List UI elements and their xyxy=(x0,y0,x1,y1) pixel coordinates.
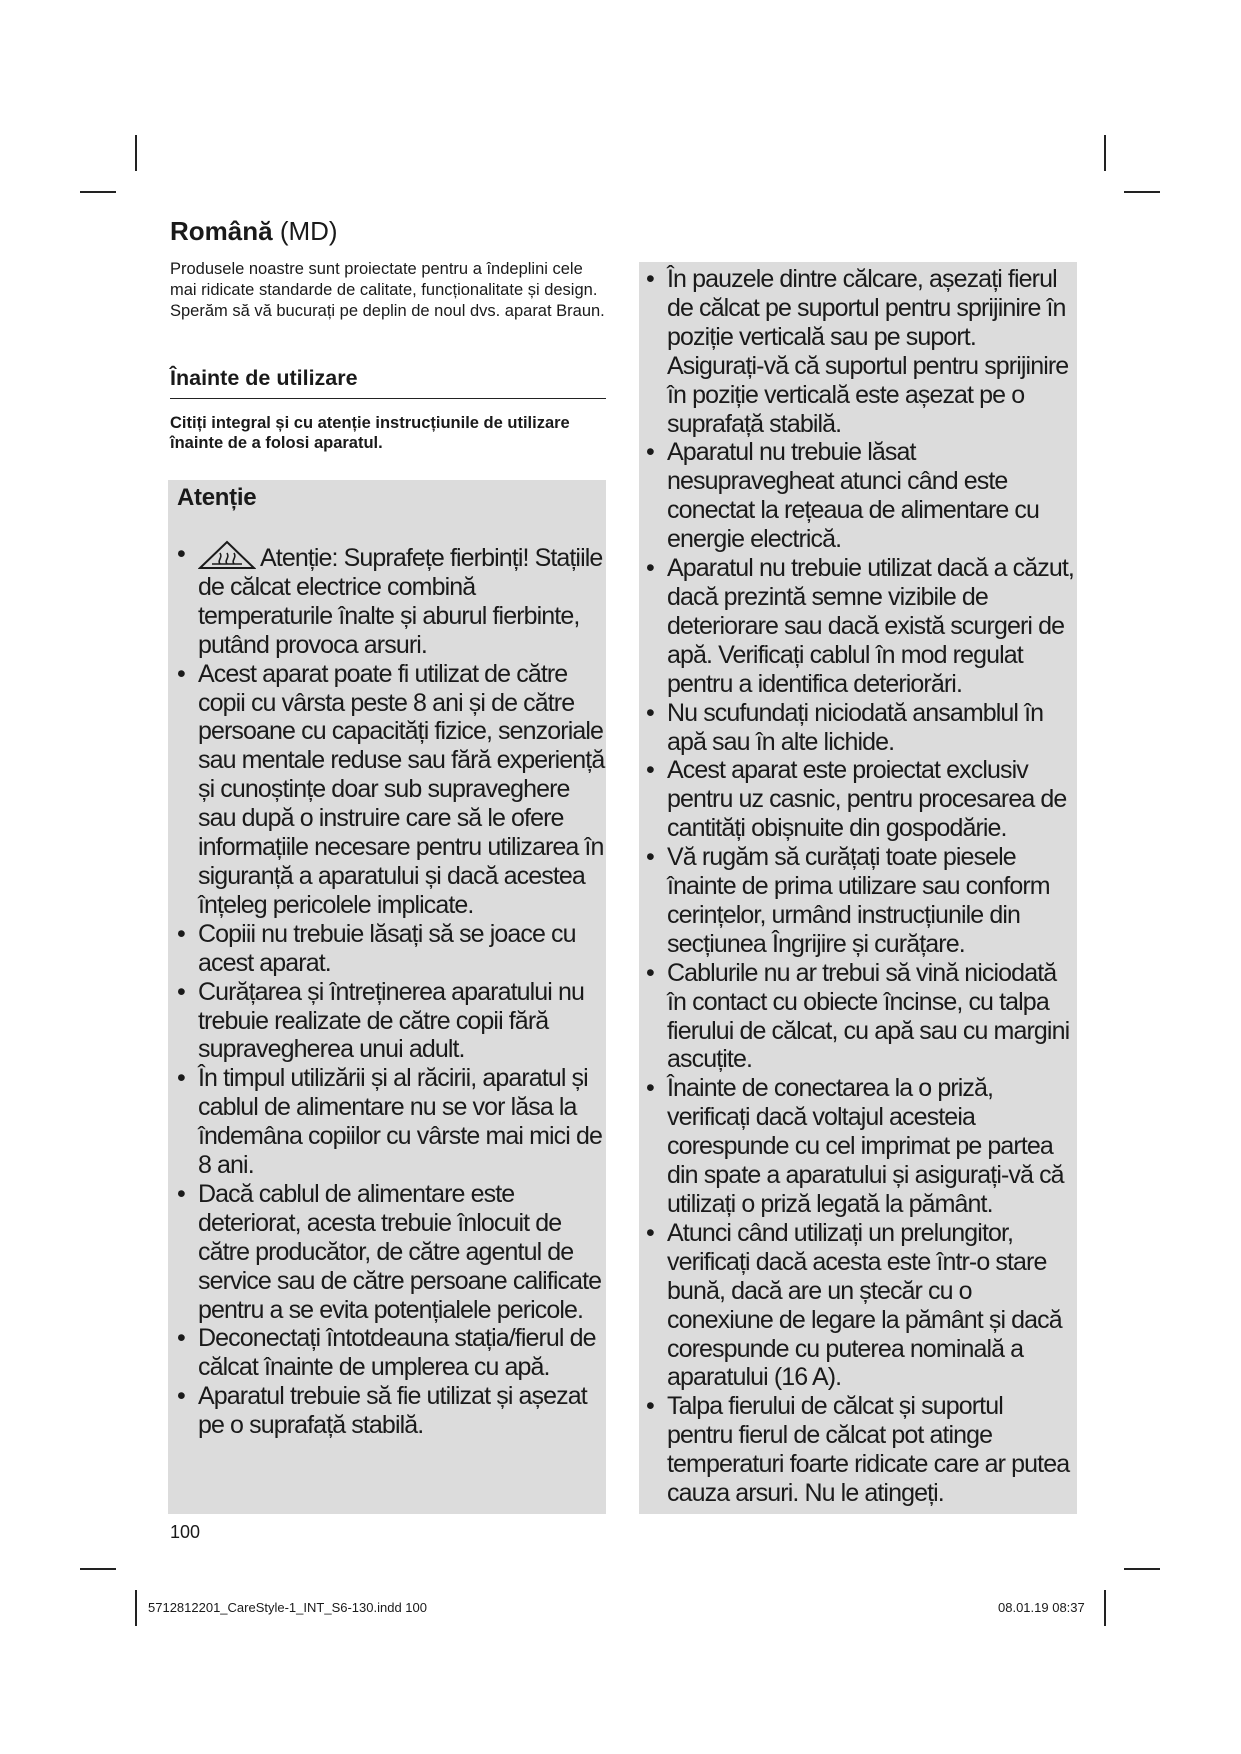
crop-mark xyxy=(80,191,116,193)
crop-mark xyxy=(135,1590,137,1626)
list-item: • În timpul utilizării și al răcirii, aparatul și cablul de alimentare nu se vor lăsa la îndemâna copiilor cu vârste mai mici de 8 ani. xyxy=(177,1064,605,1180)
section-heading: Înainte de utilizare xyxy=(170,366,606,399)
crop-mark xyxy=(1124,191,1160,193)
list-item: • Cablurile nu ar trebui să vină niciodată în contact cu obiecte încinse, cu talpa fierului de călcat, cu apă sau cu margini ascuțite. xyxy=(646,959,1074,1075)
list-item: • Înainte de conectarea la o priză, verificați dacă voltajul acesteia corespunde cu cel imprimat pe partea din spate a aparatului și asigurați-vă că utilizați o priză legată la pământ. xyxy=(646,1074,1074,1219)
list-item: • Dacă cablul de alimentare este deteriorat, acesta trebuie înlocuit de către producător, de către agentul de service sau de către persoane calificate pentru a se evita potențialele pericole. xyxy=(177,1180,605,1325)
crop-mark xyxy=(1104,1590,1106,1626)
language-name: Română xyxy=(170,216,273,246)
list-item: • Aparatul trebuie să fie utilizat și așezat pe o suprafață stabilă. xyxy=(177,1382,605,1440)
crop-mark xyxy=(135,135,137,171)
list-item: • Acest aparat poate fi utilizat de către copii cu vârsta peste 8 ani și de către persoane cu capacități fizice, senzoriale sau mentale reduse sau fără experiență și cunoștințe doar sub supraveghere sau după o instruire care să le ofere informațiile necesare pentru utilizarea în siguranță a aparatului și dacă acestea înțeleg pericolele implicate. xyxy=(177,660,605,920)
warning-list-left xyxy=(177,540,605,1440)
crop-mark xyxy=(80,1568,116,1570)
crop-mark xyxy=(1124,1568,1160,1570)
list-item: • Atenție: Suprafețe fierbinți! Stațiile de călcat electrice combină temperaturile înalte și aburul fierbinte, putând provoca arsuri. xyxy=(177,540,605,660)
list-item: • Deconectați întotdeauna stația/fierul de călcat înainte de umplerea cu apă. xyxy=(177,1324,605,1382)
footer-filename: 5712812201_CareStyle-1_INT_S6-130.indd 100 xyxy=(148,1600,427,1615)
read-instructions-note: Citiți integral și cu atenție instrucțiunile de utilizare înainte de a folosi aparatul. xyxy=(170,414,570,452)
hot-surface-warning-icon xyxy=(198,540,256,570)
list-item: • Copiii nu trebuie lăsați să se joace cu acest aparat. xyxy=(177,920,605,978)
list-item: • Vă rugăm să curățați toate piesele înainte de prima utilizare sau conform cerințelor, urmând instrucțiunile din secțiunea Îngrijire și curățare. xyxy=(646,843,1074,959)
warning-list-right xyxy=(646,265,1074,1508)
language-region: (MD) xyxy=(279,216,338,246)
list-item: • Aparatul nu trebuie lăsat nesupravegheat atunci când este conectat la rețeaua de alimentare cu energie electrică. xyxy=(646,438,1074,554)
list-item: • Curățarea și întreținerea aparatului nu trebuie realizate de către copii fără supravegherea unui adult. xyxy=(177,978,605,1065)
page-number: 100 xyxy=(170,1522,201,1542)
footer-datetime: 08.01.19 08:37 xyxy=(998,1600,1085,1615)
list-item: • Acest aparat este proiectat exclusiv pentru uz casnic, pentru procesarea de cantități obișnuite din gospodărie. xyxy=(646,756,1074,843)
crop-mark xyxy=(1104,135,1106,171)
list-item: • Atunci când utilizați un prelungitor, verificați dacă acesta este într-o stare bună, dacă are un ștecăr cu o conexiune de legare la pământ și dacă corespunde cu puterea nominală a aparatului (16 A). xyxy=(646,1219,1074,1392)
list-item: • Nu scufundați niciodată ansamblul în apă sau în alte lichide. xyxy=(646,699,1074,757)
page-title xyxy=(170,216,338,247)
list-item: • Talpa fierului de călcat și suportul pentru fierul de călcat pot atinge temperaturi foarte ridicate care ar putea cauza arsuri. Nu le atingeți. xyxy=(646,1392,1074,1508)
warning-title: Atenție xyxy=(177,484,257,511)
list-item: • În pauzele dintre călcare, așezați fierul de călcat pe suportul pentru sprijinire în poziție verticală sau pe suport. Asigurați-vă că suportul pentru sprijinire în poziție verticală este așezat pe o suprafață stabilă. xyxy=(646,265,1074,438)
intro-paragraph: Produsele noastre sunt proiectate pentru a îndeplini cele mai ridicate standarde de calitate, funcționalitate și design. Sperăm să vă bucurați pe deplin de noul dvs. aparat Braun. xyxy=(170,260,605,320)
list-item: • Aparatul nu trebuie utilizat dacă a căzut, dacă prezintă semne vizibile de deteriorare sau dacă există scurgeri de apă. Verificați cablul în mod regulat pentru a identifica deteriorări. xyxy=(646,554,1074,699)
